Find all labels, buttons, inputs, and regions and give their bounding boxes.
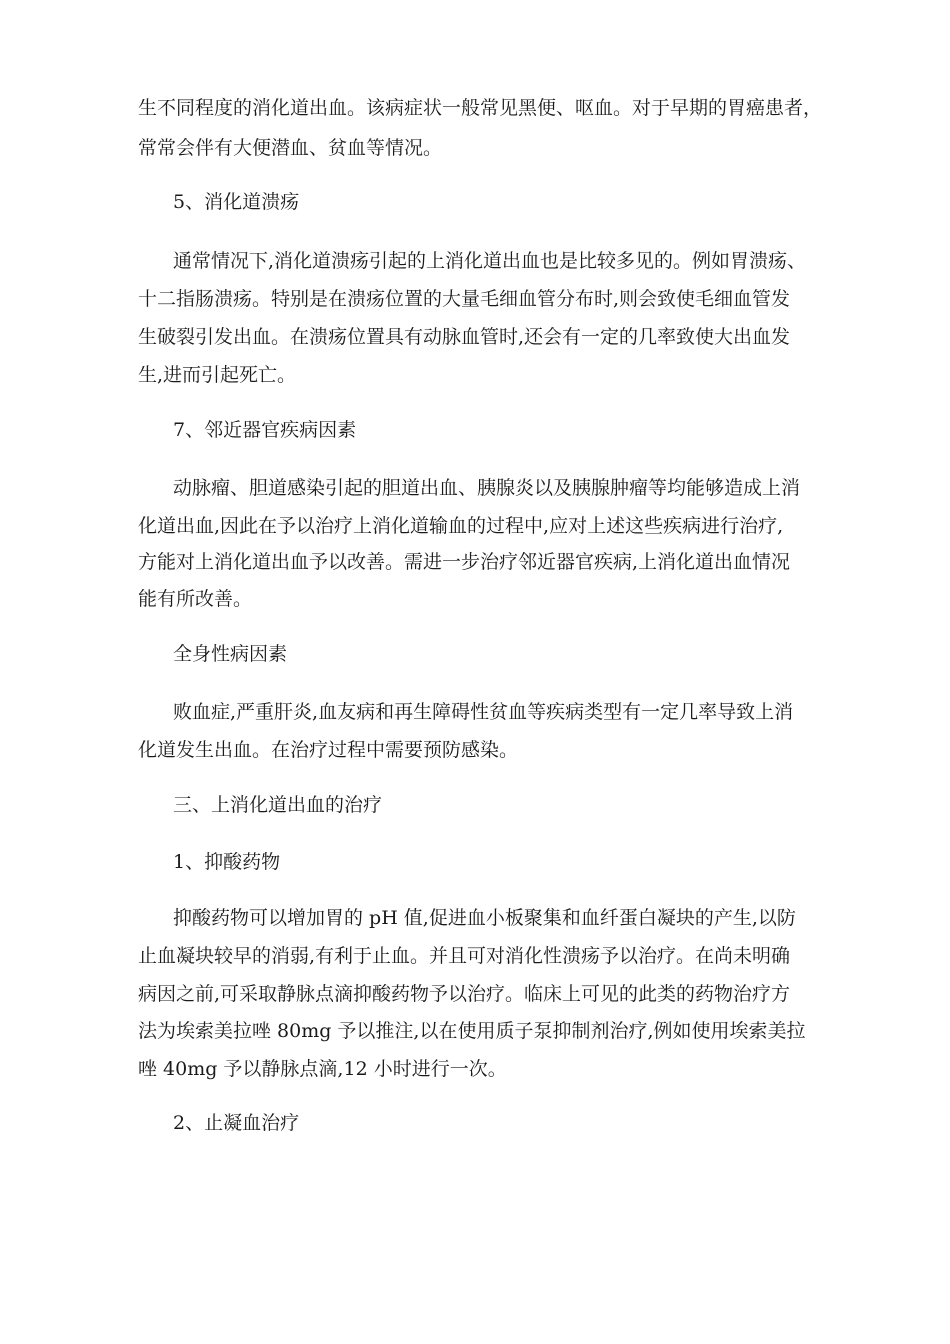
- section-heading: 全身性病因素: [173, 643, 288, 665]
- paragraph-line: 法为埃索美拉唑 80mg 予以推注,以在使用质子泵抑制剂治疗,例如使用埃索美拉: [138, 1020, 806, 1042]
- paragraph-line: 生破裂引发出血。在溃疡位置具有动脉血管时,还会有一定的几率致使大出血发: [138, 326, 791, 348]
- paragraph-line: 通常情况下,消化道溃疡引起的上消化道出血也是比较多见的。例如胃溃疡、: [173, 250, 807, 272]
- paragraph-line: 十二指肠溃疡。特别是在溃疡位置的大量毛细血管分布时,则会致使毛细血管发: [138, 288, 791, 310]
- section-heading: 1、抑酸药物: [173, 851, 281, 873]
- paragraph-line: 抑酸药物可以增加胃的 pH 值,促进血小板聚集和血纤蛋白凝块的产生,以防: [173, 907, 796, 929]
- paragraph-line: 能有所改善。: [138, 588, 253, 610]
- section-heading: 5、消化道溃疡: [173, 191, 300, 213]
- paragraph-line: 生不同程度的消化道出血。该病症状一般常见黑便、呕血。对于早期的胃癌患者，: [138, 97, 823, 119]
- paragraph-line: 止血凝块较早的消弱,有利于止血。并且可对消化性溃疡予以治疗。在尚未明确: [138, 945, 791, 967]
- paragraph-line: 生,进而引起死亡。: [138, 364, 297, 386]
- paragraph-line: 动脉瘤、胆道感染引起的胆道出血、胰腺炎以及胰腺肿瘤等均能够造成上消: [173, 477, 801, 499]
- paragraph-line: 方能对上消化道出血予以改善。需进一步治疗邻近器官疾病,上消化道出血情况: [138, 551, 791, 573]
- chapter-heading: 三、上消化道出血的治疗: [173, 794, 383, 816]
- paragraph-line: 化道发生出血。在治疗过程中需要预防感染。: [138, 739, 519, 761]
- section-heading: 7、邻近器官疾病因素: [173, 419, 357, 441]
- paragraph-line: 常常会伴有大便潜血、贫血等情况。: [138, 137, 443, 159]
- paragraph-line: 败血症,严重肝炎,血友病和再生障碍性贫血等疾病类型有一定几率导致上消: [173, 701, 794, 723]
- paragraph-line: 唑 40mg 予以静脉点滴,12 小时进行一次。: [138, 1058, 507, 1080]
- section-heading: 2、止凝血治疗: [173, 1112, 300, 1134]
- paragraph-line: 病因之前,可采取静脉点滴抑酸药物予以治疗。临床上可见的此类的药物治疗方: [138, 983, 791, 1005]
- paragraph-line: 化道出血,因此在予以治疗上消化道输血的过程中,应对上述这些疾病进行治疗,: [138, 515, 784, 537]
